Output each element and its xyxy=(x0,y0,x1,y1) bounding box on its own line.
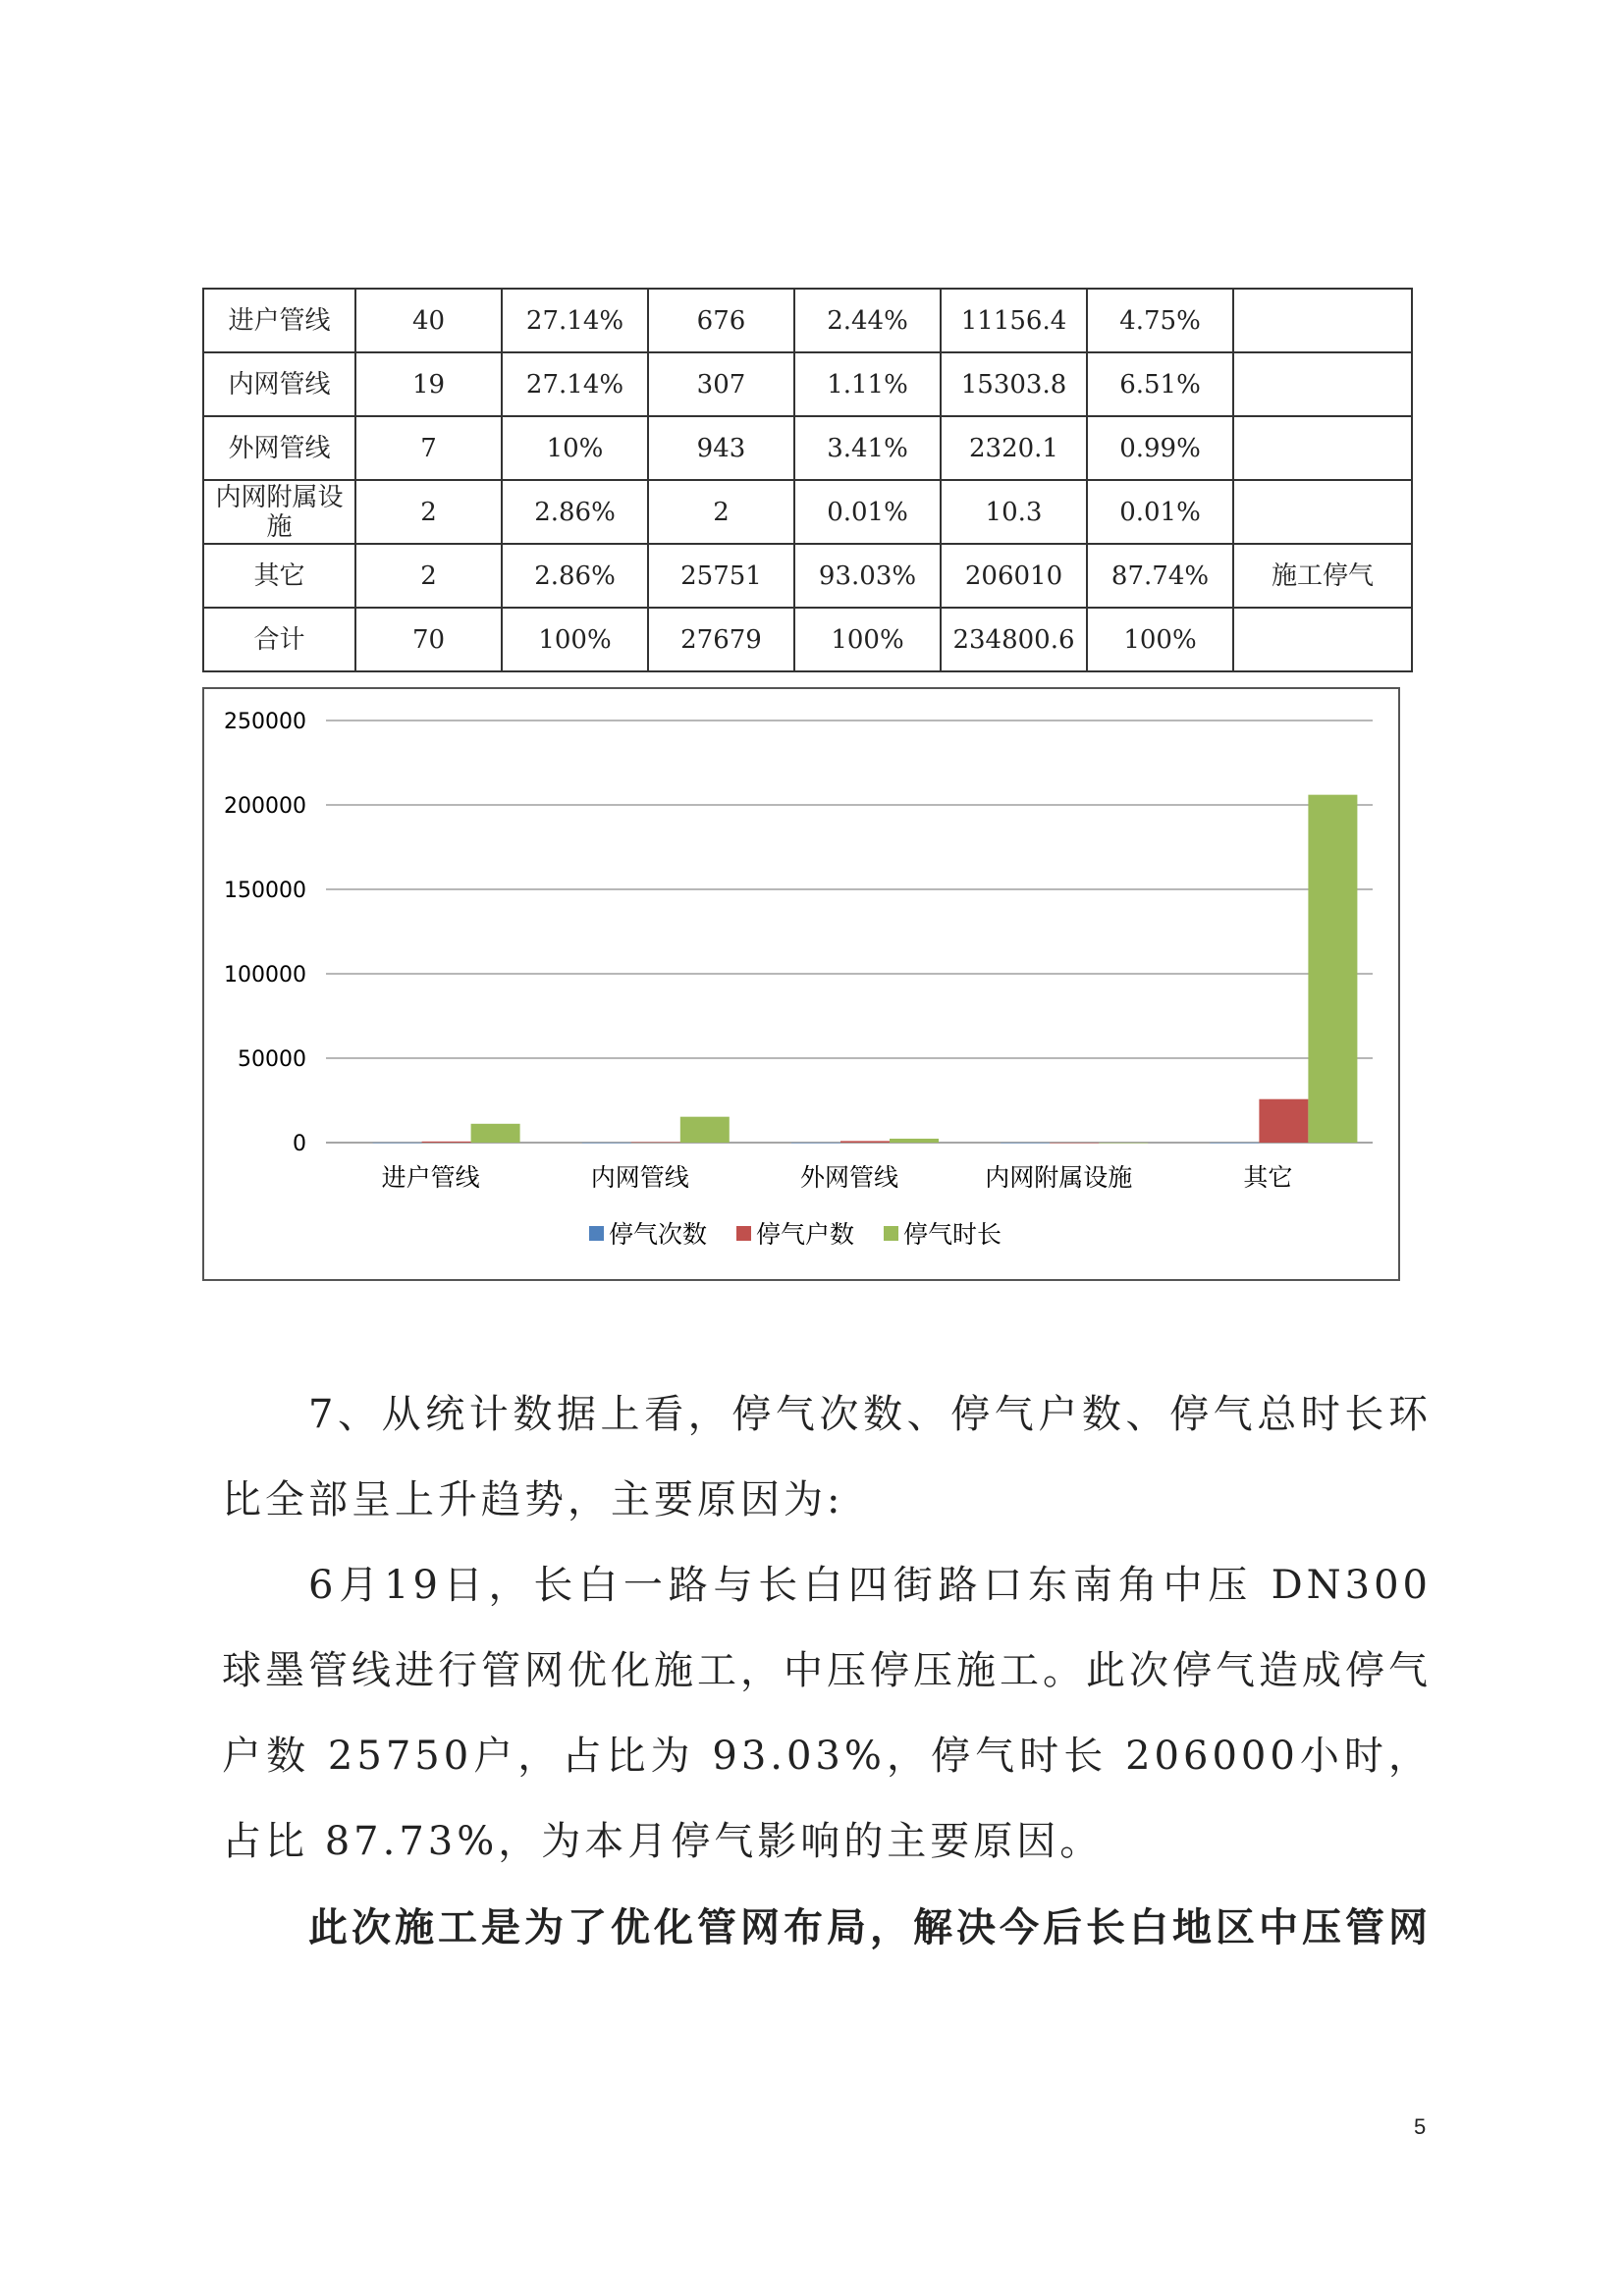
x-tick-label: 其它 xyxy=(1243,1163,1293,1192)
row-label-cell: 外网管线 xyxy=(203,416,355,480)
y-tick-label: 50000 xyxy=(238,1047,306,1072)
table-cell: 10% xyxy=(502,416,648,480)
table-cell: 943 xyxy=(648,416,794,480)
table-cell: 40 xyxy=(355,289,502,352)
table-cell: 2 xyxy=(648,480,794,544)
paragraph-cause: 6月19日，长白一路与长白四街路口东南角中压 DN300 球墨管线进行管网优化施工，中压停压施工。此次停气造成停气户数 25750户，占比为 93.03%，停气时长 206000小时，占比 87.73%，为本月停气影响的主要原因。 xyxy=(222,1563,1432,1864)
table-cell: 0.99% xyxy=(1087,416,1233,480)
table-cell: 1.11% xyxy=(794,352,941,416)
bar-2 xyxy=(840,1141,890,1143)
table-cell: 676 xyxy=(648,289,794,352)
table-cell xyxy=(1233,352,1412,416)
table-cell: 3.41% xyxy=(794,416,941,480)
table-cell: 施工停气 xyxy=(1233,544,1412,608)
table-row xyxy=(203,289,1412,352)
legend-swatch xyxy=(736,1226,751,1241)
row-label-cell: 合计 xyxy=(203,608,355,671)
y-tick-label: 200000 xyxy=(224,794,306,819)
table-cell xyxy=(1233,289,1412,352)
outage-stats-table xyxy=(202,288,1413,672)
table-cell: 307 xyxy=(648,352,794,416)
bar-1 xyxy=(1210,1143,1259,1144)
table-row xyxy=(203,608,1412,671)
bar-3 xyxy=(680,1117,730,1143)
table-cell: 234800.6 xyxy=(941,608,1087,671)
outage-bar-chart xyxy=(202,687,1400,1281)
table-cell: 25751 xyxy=(648,544,794,608)
legend-label: 停气次数 xyxy=(609,1220,708,1249)
bar-2 xyxy=(1259,1099,1308,1143)
table-cell: 2320.1 xyxy=(941,416,1087,480)
y-tick-label: 250000 xyxy=(224,710,306,734)
table-row xyxy=(203,480,1412,544)
table-cell xyxy=(1233,608,1412,671)
bar-3 xyxy=(471,1124,520,1143)
legend-label: 停气户数 xyxy=(756,1220,855,1249)
table-cell: 19 xyxy=(355,352,502,416)
legend-label: 停气时长 xyxy=(903,1220,1002,1249)
table-cell: 70 xyxy=(355,608,502,671)
x-tick-label: 内网附属设施 xyxy=(985,1163,1133,1192)
table-cell: 2.86% xyxy=(502,480,648,544)
y-tick-label: 100000 xyxy=(224,963,306,988)
bar-2 xyxy=(631,1142,680,1143)
table-cell: 2.44% xyxy=(794,289,941,352)
bar-1 xyxy=(1001,1143,1050,1144)
bar-1 xyxy=(373,1143,422,1144)
legend-swatch xyxy=(884,1226,898,1241)
table-cell: 2 xyxy=(355,480,502,544)
table-cell: 100% xyxy=(1087,608,1233,671)
x-tick-label: 外网管线 xyxy=(799,1163,899,1192)
row-label-cell: 内网附属设施 xyxy=(203,480,355,544)
paragraph-summary: 7、从统计数据上看，停气次数、停气户数、停气总时长环比全部呈上升趋势，主要原因为: xyxy=(222,1392,1432,1522)
legend-swatch xyxy=(589,1226,604,1241)
table-cell: 10.3 xyxy=(941,480,1087,544)
table-cell: 27.14% xyxy=(502,289,648,352)
table-cell xyxy=(1233,416,1412,480)
y-tick-label: 0 xyxy=(293,1132,306,1156)
table-cell: 2.86% xyxy=(502,544,648,608)
table-cell: 0.01% xyxy=(794,480,941,544)
table-cell: 87.74% xyxy=(1087,544,1233,608)
bar-3 xyxy=(1308,795,1357,1143)
paragraph-purpose: 此次施工是为了优化管网布局，解决今后长白地区中压管网 xyxy=(308,1904,1432,1950)
table-cell: 7 xyxy=(355,416,502,480)
chart-svg xyxy=(204,689,1398,1279)
row-label-cell: 内网管线 xyxy=(203,352,355,416)
table-cell: 11156.4 xyxy=(941,289,1087,352)
bar-2 xyxy=(422,1142,471,1143)
table-row xyxy=(203,416,1412,480)
bar-3 xyxy=(890,1139,939,1143)
bar-3 xyxy=(1099,1143,1148,1144)
row-label-cell: 其它 xyxy=(203,544,355,608)
table-cell: 6.51% xyxy=(1087,352,1233,416)
table-cell: 93.03% xyxy=(794,544,941,608)
table-cell: 27679 xyxy=(648,608,794,671)
bar-1 xyxy=(582,1143,631,1144)
table-cell: 206010 xyxy=(941,544,1087,608)
table-row xyxy=(203,544,1412,608)
table-cell: 100% xyxy=(794,608,941,671)
y-tick-label: 150000 xyxy=(224,879,306,903)
row-label-cell: 进户管线 xyxy=(203,289,355,352)
table-cell: 100% xyxy=(502,608,648,671)
table-cell xyxy=(1233,480,1412,544)
page-number: 5 xyxy=(1414,2114,1427,2139)
x-tick-label: 内网管线 xyxy=(590,1163,689,1192)
bar-1 xyxy=(791,1143,840,1144)
table-cell: 4.75% xyxy=(1087,289,1233,352)
table-cell: 15303.8 xyxy=(941,352,1087,416)
table-cell: 2 xyxy=(355,544,502,608)
bar-2 xyxy=(1050,1143,1099,1144)
table-cell: 0.01% xyxy=(1087,480,1233,544)
x-tick-label: 进户管线 xyxy=(381,1163,480,1192)
table-cell: 27.14% xyxy=(502,352,648,416)
table-row xyxy=(203,352,1412,416)
